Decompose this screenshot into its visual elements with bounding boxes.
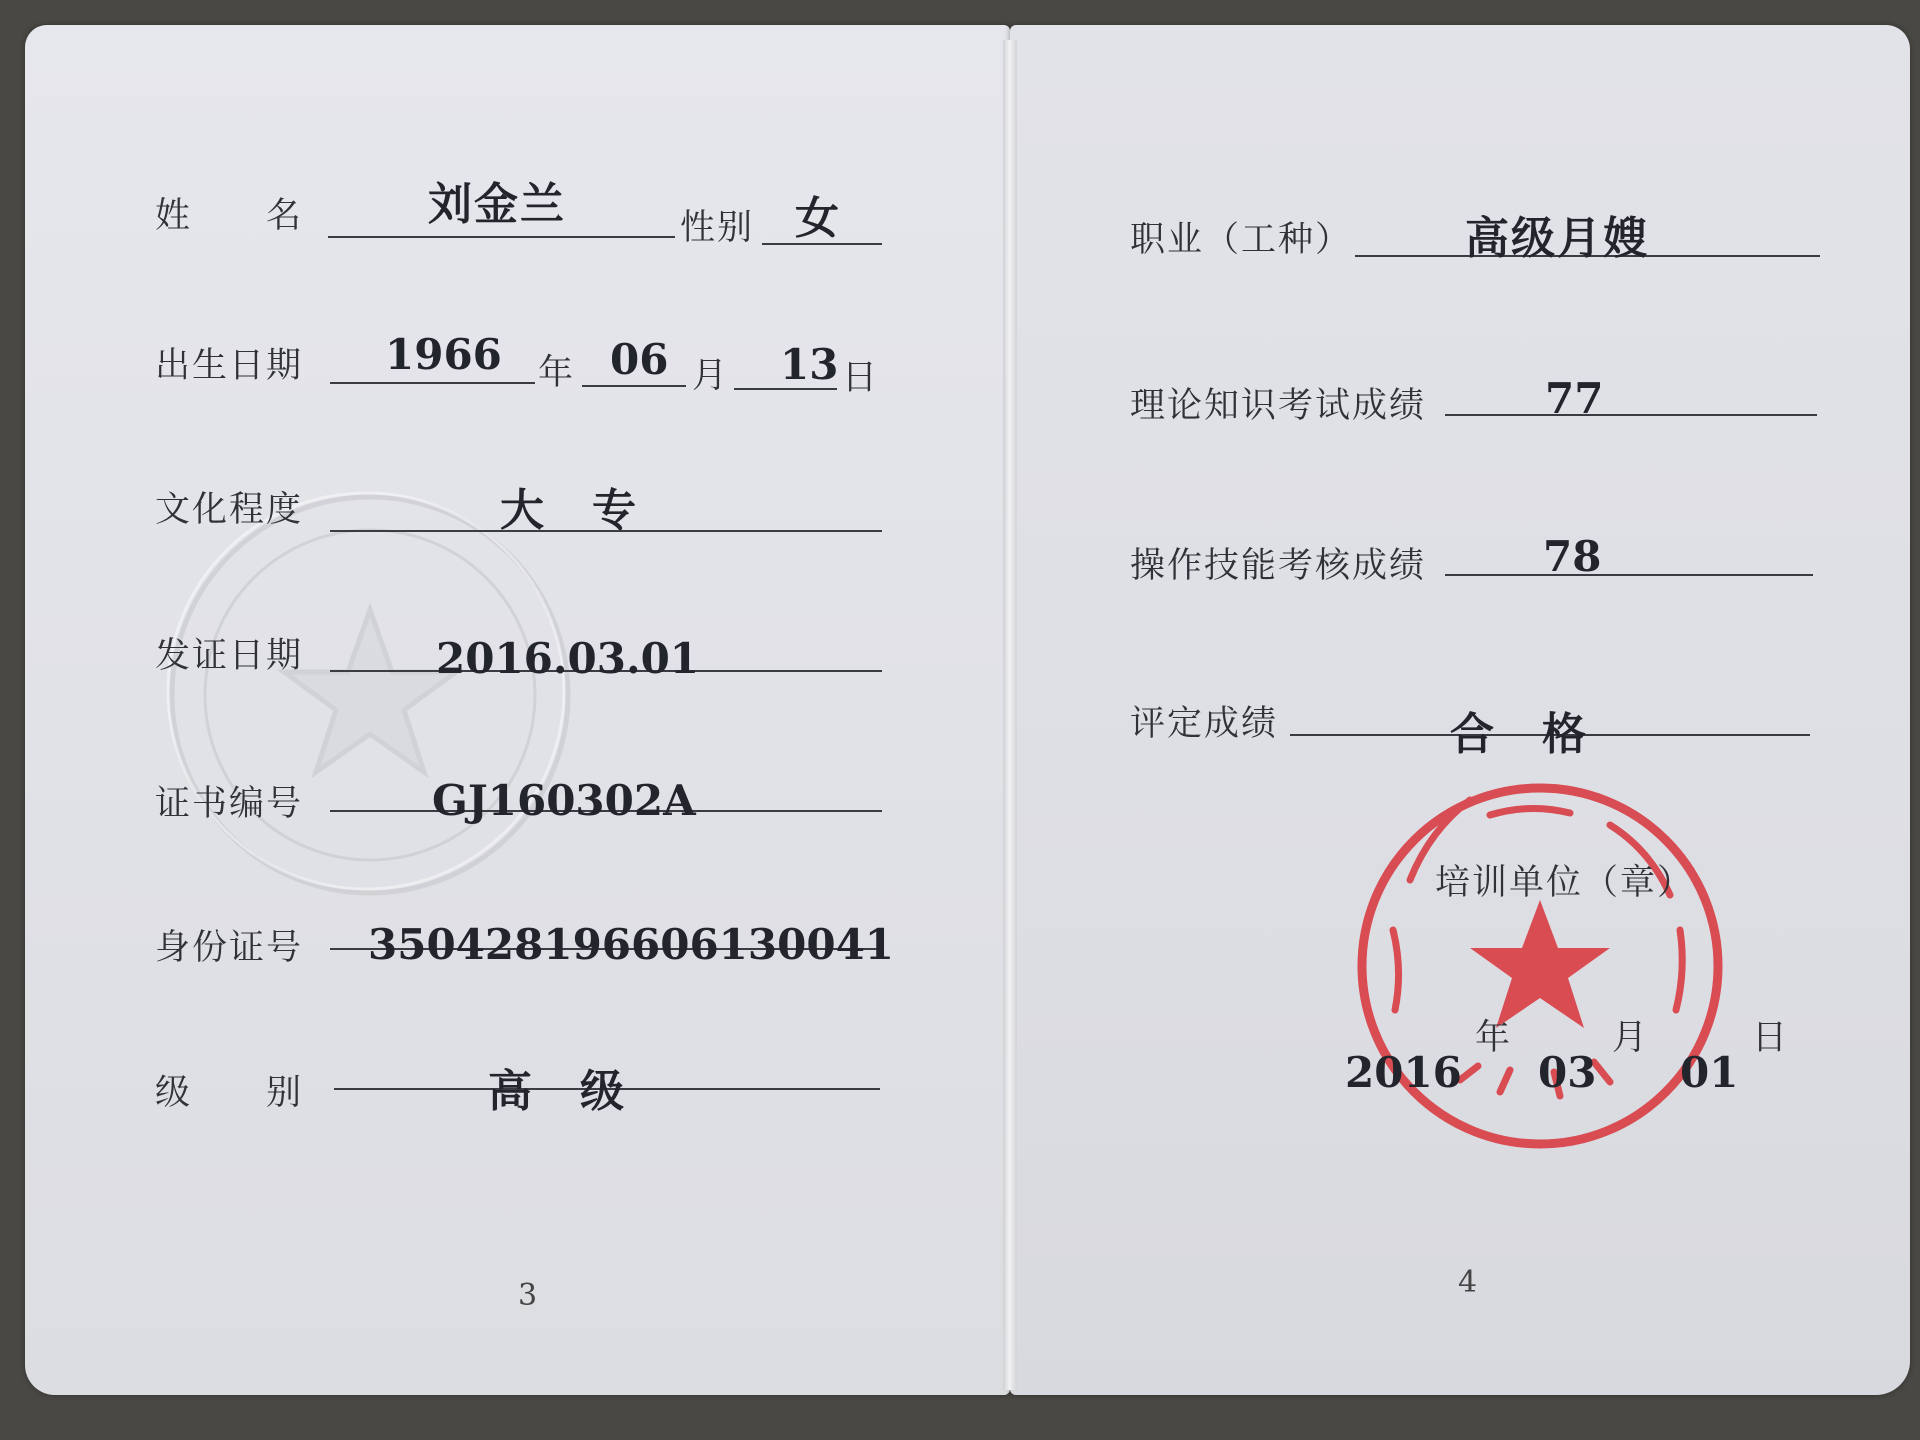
birth-month-underline [582, 385, 686, 387]
cert-no-label: 证书编号 [155, 784, 304, 824]
education-label: 文化程度 [155, 490, 304, 530]
sign-month-value: 03 [1538, 1048, 1597, 1097]
eval-value: 合 格 [1450, 709, 1588, 760]
page-number-right: 4 [1458, 1265, 1478, 1300]
occupation-label: 职业（工种） [1130, 220, 1353, 260]
name-value: 刘金兰 [428, 179, 566, 230]
theory-underline [1445, 414, 1817, 416]
sign-month-char: 月 [1612, 1018, 1650, 1058]
sign-day-value: 01 [1680, 1048, 1739, 1097]
id-value: 350428196606130041 [368, 920, 895, 969]
eval-label: 评定成绩 [1130, 704, 1279, 744]
birth-year-value: 1966 [385, 330, 502, 379]
gender-value: 女 [795, 193, 841, 244]
training-unit-label: 培训单位（章） [1435, 863, 1695, 903]
occupation-value: 高级月嫂 [1465, 213, 1649, 264]
skill-label: 操作技能考核成绩 [1130, 546, 1427, 586]
sign-year-value: 2016 [1345, 1048, 1462, 1097]
day-char: 日 [842, 358, 880, 398]
level-value: 高 级 [488, 1066, 626, 1117]
theory-label: 理论知识考试成绩 [1130, 386, 1427, 426]
skill-value: 78 [1543, 532, 1602, 581]
id-label: 身份证号 [155, 928, 304, 968]
birth-label: 出生日期 [155, 346, 304, 386]
skill-underline [1445, 574, 1813, 576]
cert-no-value: GJ160302A [432, 776, 696, 825]
issue-date-value: 2016.03.01 [436, 634, 700, 683]
sign-year-char: 年 [1475, 1018, 1513, 1058]
issue-date-label: 发证日期 [155, 636, 304, 676]
name-underline [328, 236, 675, 238]
gender-label: 性别 [680, 208, 755, 248]
month-char: 月 [692, 356, 730, 396]
birth-year-underline [330, 382, 535, 384]
year-char: 年 [538, 353, 576, 393]
birth-month-value: 06 [610, 335, 669, 384]
education-value: 大 专 [500, 485, 638, 536]
page-number-left: 3 [518, 1278, 538, 1313]
birth-day-value: 13 [780, 340, 839, 389]
name-label: 姓 名 [155, 196, 304, 236]
level-label: 级 别 [155, 1073, 304, 1113]
sign-day-char: 日 [1752, 1018, 1790, 1058]
theory-value: 77 [1545, 374, 1604, 423]
